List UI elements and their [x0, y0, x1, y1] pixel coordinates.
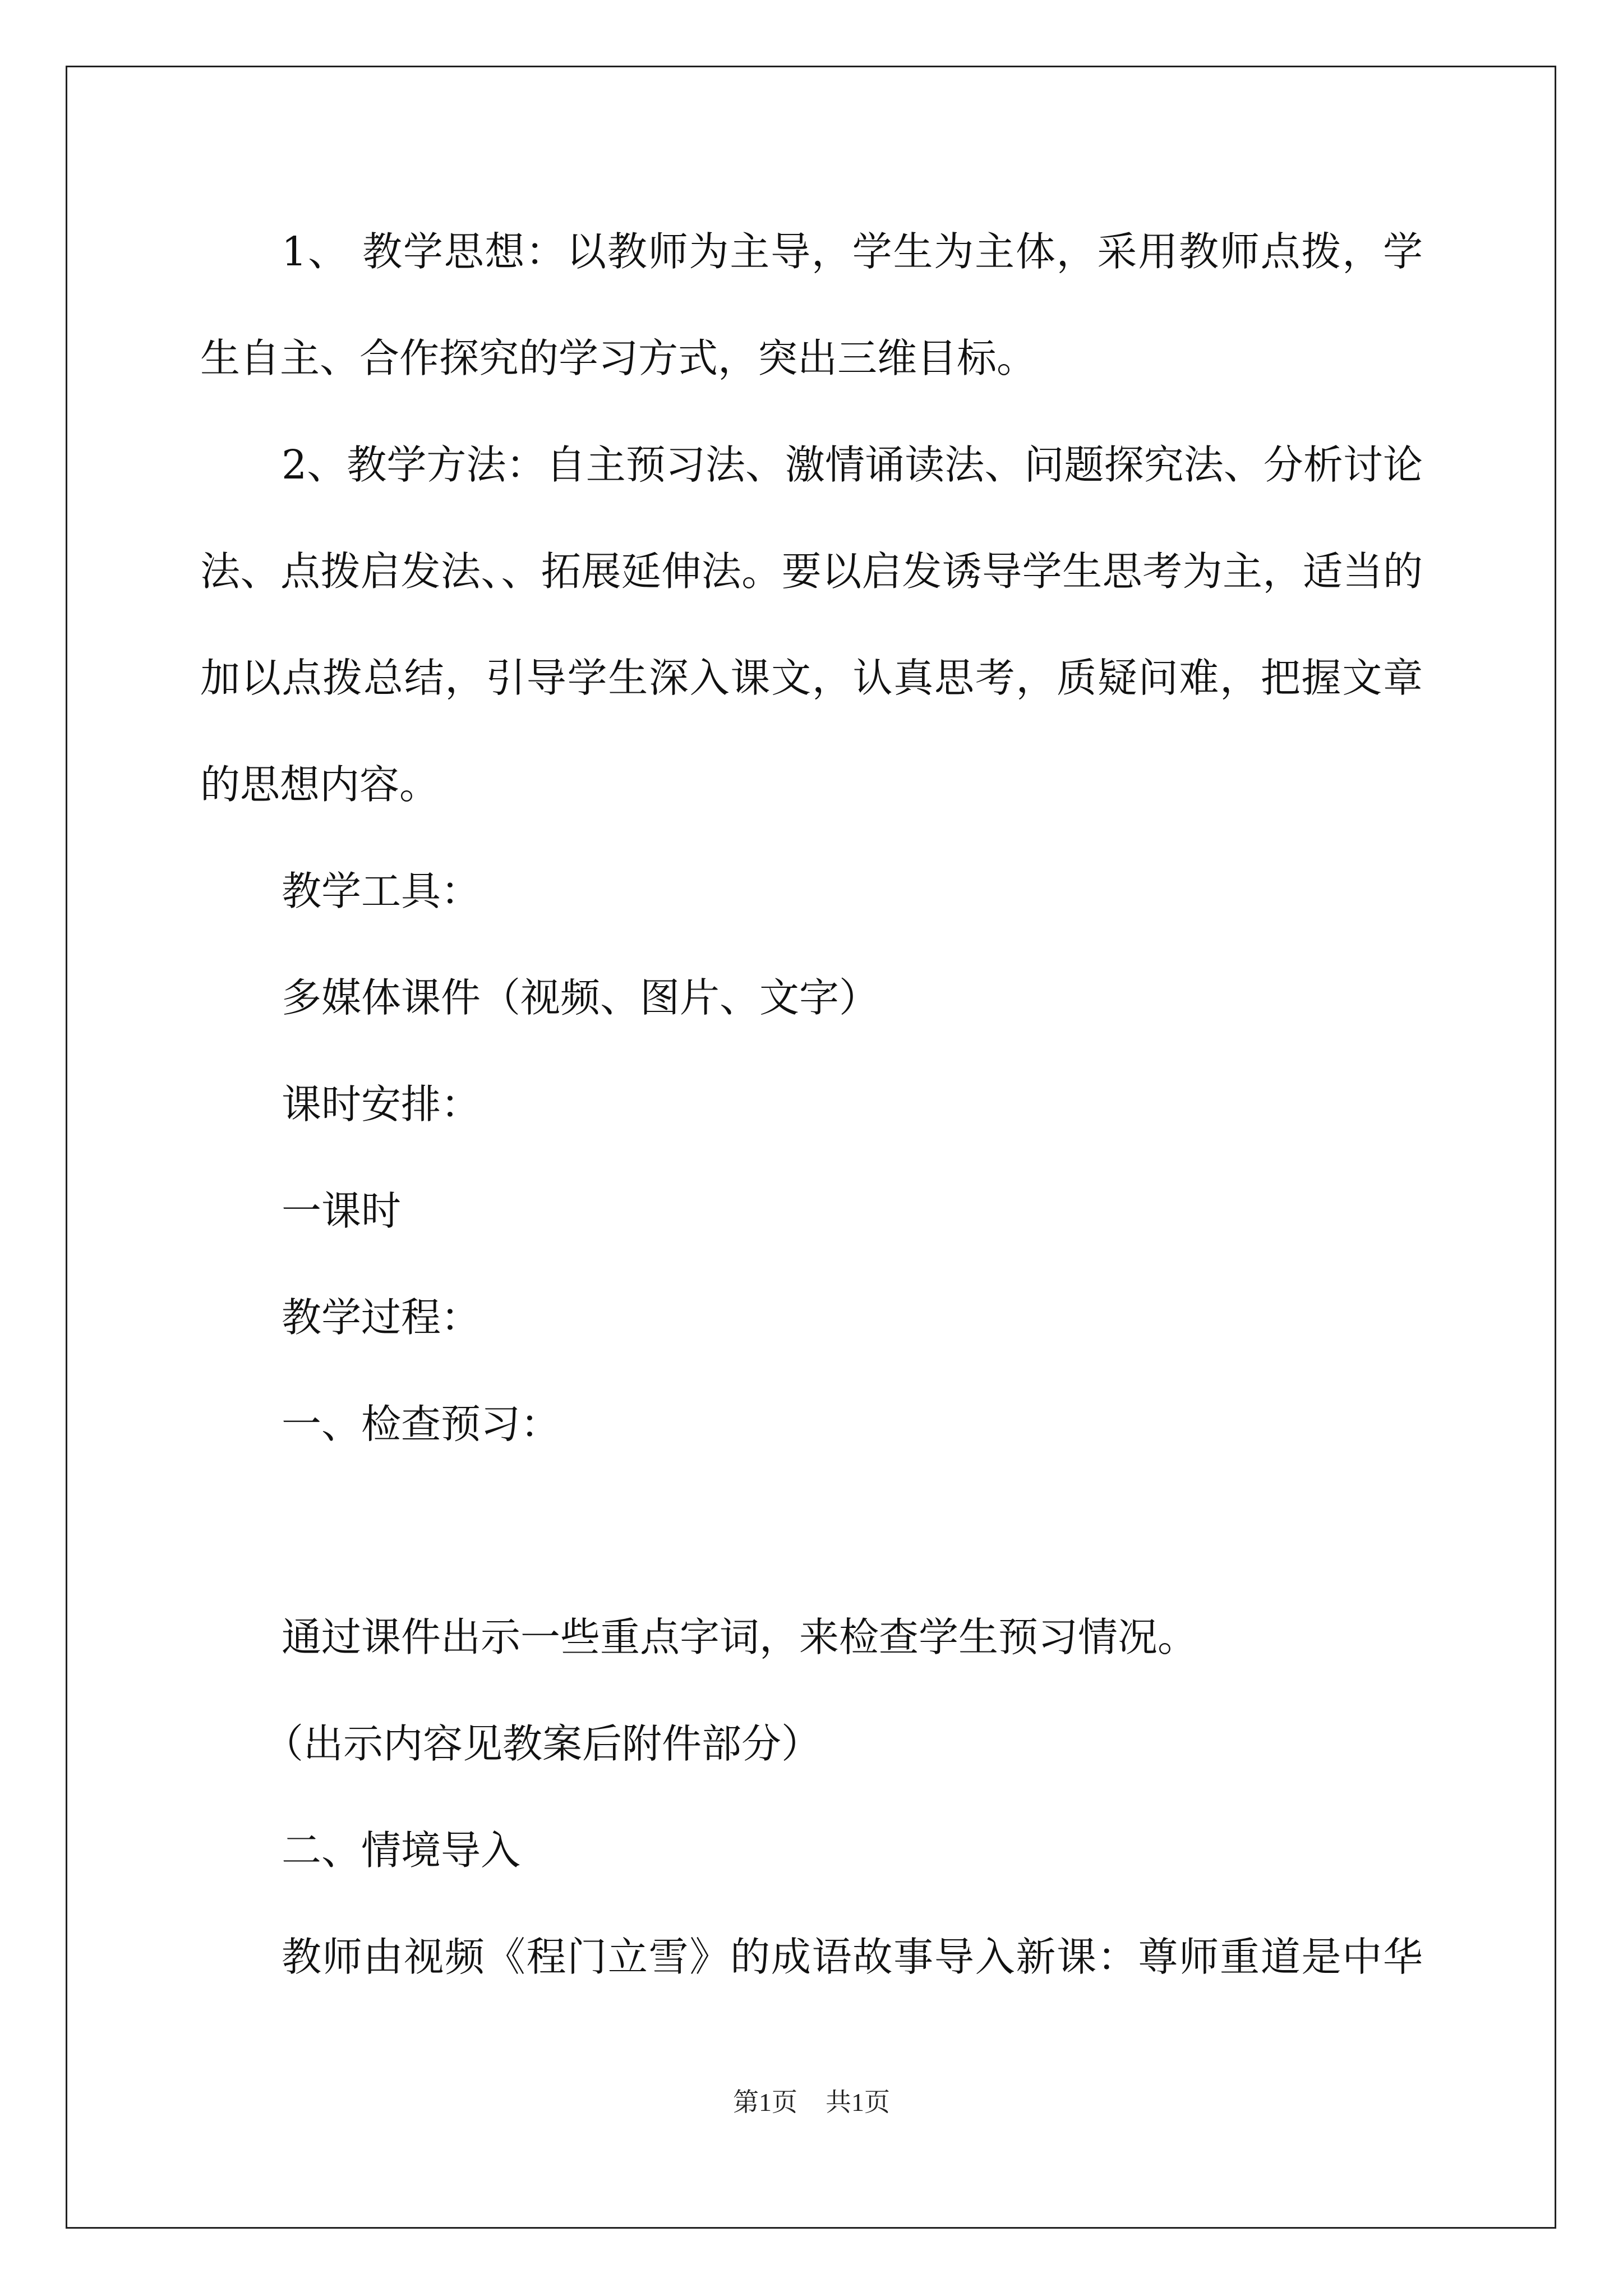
paragraph-line: 生自主、合作探究的学习方式，突出三维目标。 [200, 335, 1037, 381]
paragraph: 多媒体课件（视频、图片、文字） [282, 974, 879, 1021]
paragraph-line: 1、 教学思想：以教师为主导，学生为主体，采用教师点拨，学 [282, 228, 1423, 275]
paragraph: 教学工具： [282, 868, 481, 914]
page-border [66, 66, 1556, 2229]
paragraph: 通过课件出示一些重点字词，来检查学生预习情况。 [282, 1614, 1198, 1660]
paragraph-line: 法、点拨启发法、、拓展延伸法。要以启发诱导学生思考为主，适当的 [200, 548, 1423, 595]
page-footer [0, 2086, 1623, 2119]
paragraph: 一课时 [282, 1188, 402, 1234]
paragraph: 二、情境导入 [282, 1827, 521, 1874]
paragraph: （出示内容见教案后附件部分） [264, 1720, 822, 1767]
paragraph-line: 的思想内容。 [200, 761, 440, 808]
paragraph: 一、检查预习： [282, 1401, 561, 1447]
page-number: 第1页 [733, 2088, 797, 2116]
page-total: 共1页 [826, 2088, 890, 2116]
paragraph: 教师由视频《程门立雪》的成语故事导入新课：尊师重道是中华 [282, 1934, 1423, 1980]
paragraph-line: 加以点拨总结，引导学生深入课文，认真思考，质疑问难，把握文章 [200, 655, 1423, 701]
paragraph: 教学过程： [282, 1294, 481, 1341]
paragraph-line: 2、教学方法：自主预习法、激情诵读法、问题探究法、分析讨论 [282, 441, 1423, 488]
paragraph: 课时安排： [282, 1081, 481, 1128]
